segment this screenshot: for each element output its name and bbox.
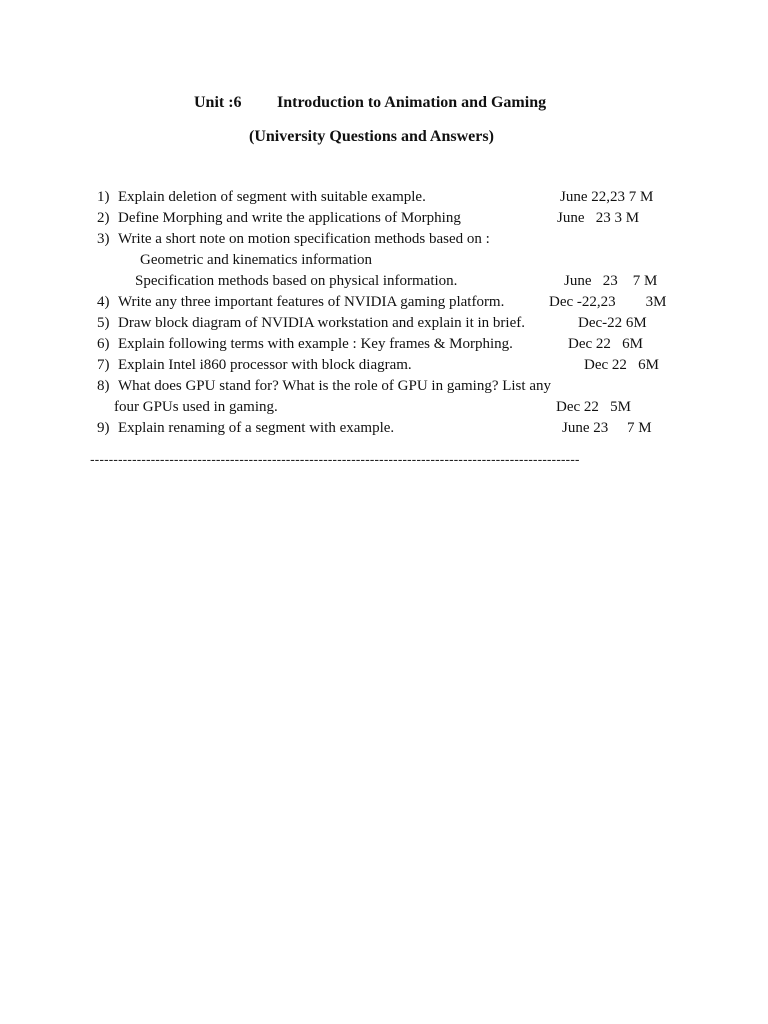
unit-title: Introduction to Animation and Gaming [277, 94, 547, 111]
question-text: Draw block diagram of NVIDIA workstation and explain it in brief. [118, 315, 525, 331]
question-number: 4) [97, 294, 110, 310]
question-subpoint: Geometric and kinematics information [140, 252, 373, 268]
question-number: 3) [97, 231, 110, 247]
question-text: Explain following terms with example : Key frames & Morphing. [118, 336, 513, 352]
question-exam-info: Dec 22 5M [556, 399, 631, 415]
question-exam-info: June 22,23 7 M [560, 189, 654, 205]
question-number: 1) [97, 189, 110, 205]
question-text: What does GPU stand for? What is the role of GPU in gaming? List any [118, 378, 551, 394]
unit-label: Unit :6 [194, 94, 242, 111]
question-number: 6) [97, 336, 110, 352]
question-number: 2) [97, 210, 110, 226]
question-text: Write any three important features of NVIDIA gaming platform. [118, 294, 505, 310]
question-text: Write a short note on motion specification methods based on : [118, 231, 490, 247]
question-number: 8) [97, 378, 110, 394]
question-text: Explain renaming of a segment with example. [118, 420, 395, 436]
question-exam-info: Dec 22 6M [568, 336, 643, 352]
question-text: Explain Intel i860 processor with block diagram. [118, 357, 412, 373]
question-exam-info: June 23 3 M [557, 210, 640, 226]
dashed-divider: --------------------------------------------------------------------------------------------------------- [90, 451, 580, 467]
question-number: 9) [97, 420, 110, 436]
question-text: Explain deletion of segment with suitable example. [118, 189, 426, 205]
question-number: 5) [97, 315, 110, 331]
question-exam-info: Dec-22 6M [578, 315, 647, 331]
question-exam-info: June 23 7 M [564, 273, 658, 289]
question-exam-info: Dec -22,23 3M [549, 294, 667, 310]
question-subpoint: Specification methods based on physical information. [135, 273, 458, 289]
question-text: Define Morphing and write the applications of Morphing [118, 210, 461, 226]
question-number: 7) [97, 357, 110, 373]
page-subtitle: (University Questions and Answers) [249, 128, 494, 145]
question-exam-info: June 23 7 M [562, 420, 652, 436]
question-exam-info: Dec 22 6M [584, 357, 659, 373]
question-continuation: four GPUs used in gaming. [114, 399, 278, 415]
